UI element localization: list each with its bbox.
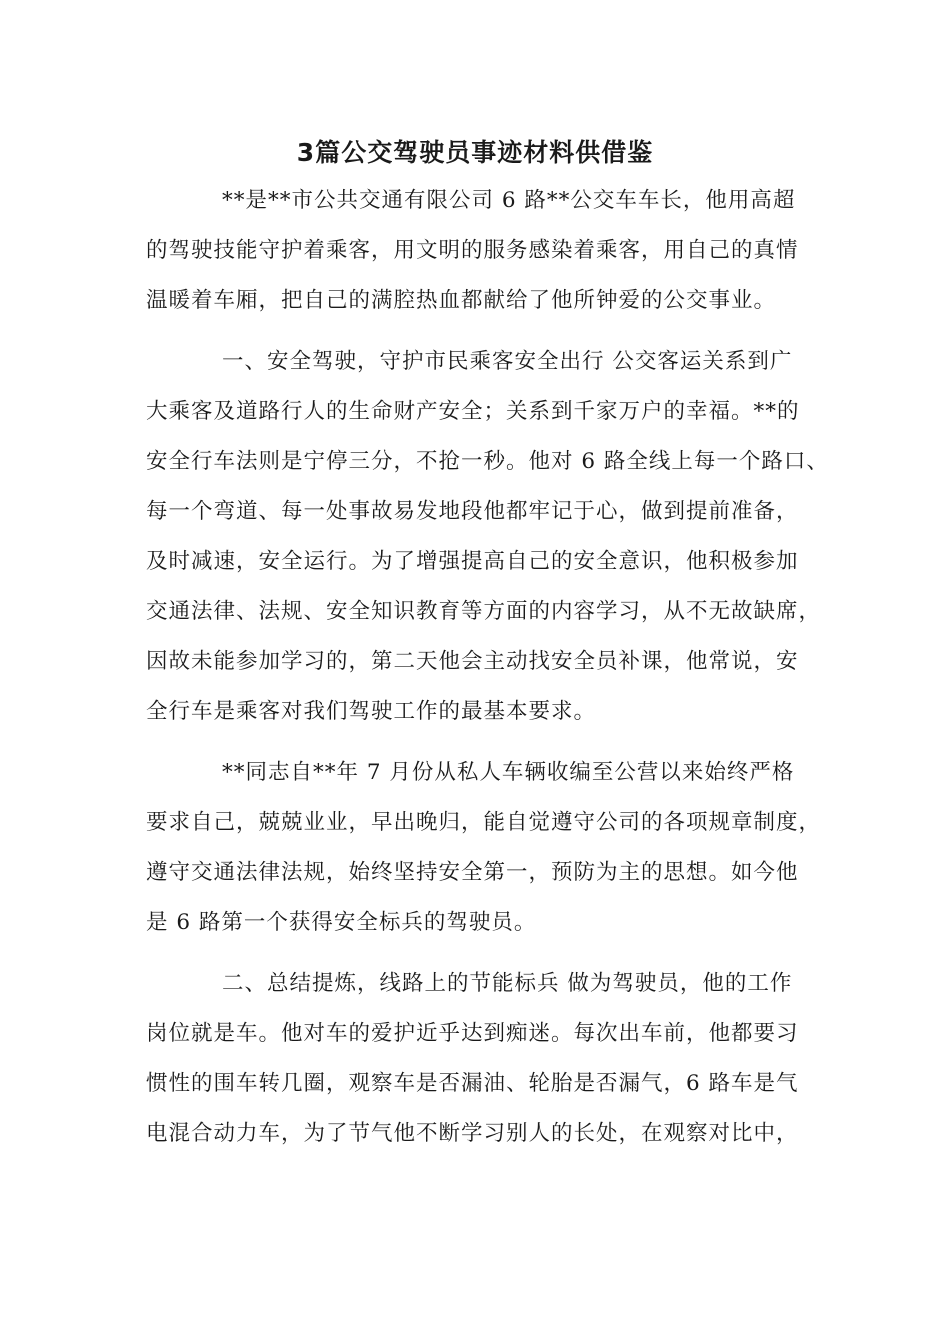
body-line: 二、总结提炼，线路上的节能标兵 做为驾驶员，他的工作 <box>222 971 793 996</box>
body-line: 温暖着车厢，把自己的满腔热血都献给了他所钟爱的公交事业。 <box>146 288 777 313</box>
body-line: 交通法律、法规、安全知识教育等方面的内容学习，从不无故缺席， <box>146 599 822 624</box>
body-line: 惯性的围车转几圈，观察车是否漏油、轮胎是否漏气，6 路车是气 <box>146 1071 799 1096</box>
body-line: 安全行车法则是宁停三分，不抢一秒。他对 6 路全线上每一个路口、 <box>146 449 829 474</box>
body-line: 因故未能参加学习的，第二天他会主动找安全员补课，他常说，安 <box>146 649 799 674</box>
body-line: 一、安全驾驶，守护市民乘客安全出行 公交客运关系到广 <box>222 349 793 374</box>
body-line: 大乘客及道路行人的生命财产安全；关系到千家万户的幸福。**的 <box>146 399 800 424</box>
body-line: 是 6 路第一个获得安全标兵的驾驶员。 <box>146 910 537 935</box>
body-line: **是**市公共交通有限公司 6 路**公交车车长，他用高超 <box>222 188 796 213</box>
body-line: 每一个弯道、每一处事故易发地段他都牢记于心，做到提前准备， <box>146 499 799 524</box>
body-line: **同志自**年 7 月份从私人车辆收编至公营以来始终严格 <box>222 760 795 785</box>
body-line: 全行车是乘客对我们驾驶工作的最基本要求。 <box>146 699 597 724</box>
body-line: 及时减速，安全运行。为了增强提高自己的安全意识，他积极参加 <box>146 549 799 574</box>
body-line: 要求自己，兢兢业业，早出晚归，能自觉遵守公司的各项规章制度， <box>146 810 822 835</box>
body-line: 电混合动力车，为了节气他不断学习别人的长处，在观察对比中， <box>146 1121 799 1146</box>
document-title: 3篇公交驾驶员事迹材料供借鉴 <box>296 138 654 167</box>
body-line: 遵守交通法律法规，始终坚持安全第一，预防为主的思想。如今他 <box>146 860 799 885</box>
body-line: 岗位就是车。他对车的爱护近乎达到痴迷。每次出车前，他都要习 <box>146 1021 799 1046</box>
body-line: 的驾驶技能守护着乘客，用文明的服务感染着乘客，用自己的真情 <box>146 238 799 263</box>
